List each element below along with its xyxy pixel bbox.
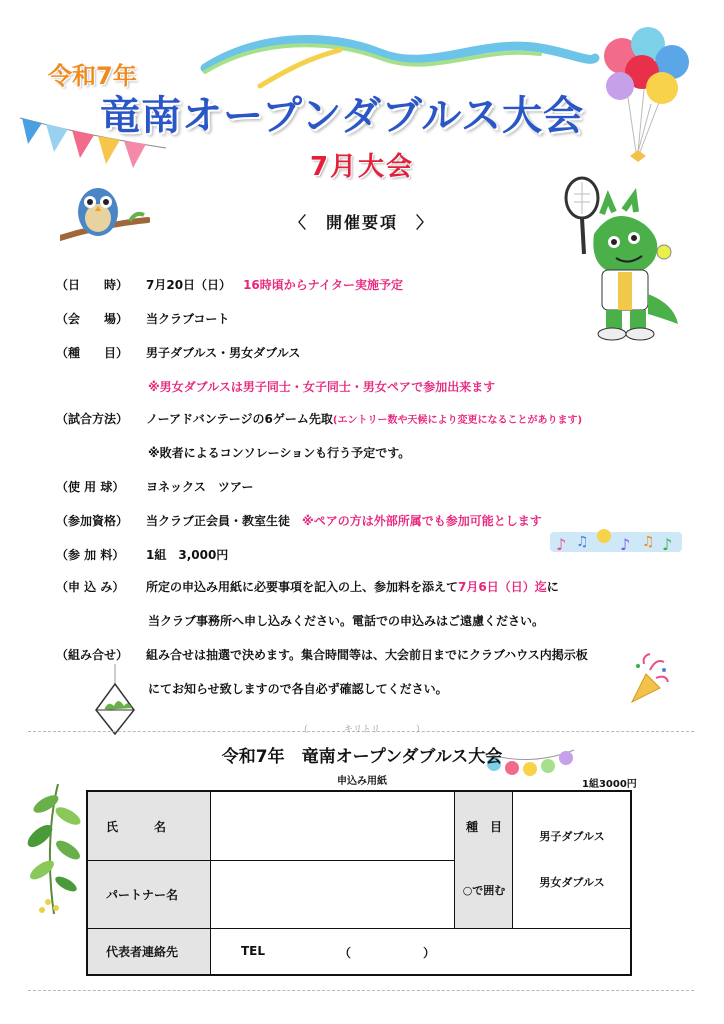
row-value: ヨネックス ツアー — [146, 480, 254, 494]
circle-instruction: ○で囲む — [462, 884, 506, 897]
row-event — [56, 344, 300, 361]
row-value-tail: に — [546, 580, 559, 594]
application-form — [86, 790, 632, 976]
partner-field[interactable] — [210, 860, 454, 928]
form-title: 令和7年 竜南オープンダブルス大会 — [221, 747, 503, 767]
era-label: 令和7年 — [48, 62, 137, 90]
row-label: （種 目） — [56, 346, 129, 360]
svg-text:♫: ♫ — [576, 534, 589, 550]
event-options — [512, 792, 630, 928]
section-heading: 〈 開催要項 〉 — [289, 213, 434, 232]
row-label: （試合方法） — [56, 412, 129, 426]
page-title: 竜南オープンダブルス大会 — [100, 93, 584, 139]
event-label: 種 目 — [465, 820, 502, 834]
row-value: 組み合せは抽選で決めます。集合時間等は、大会前日までにクラブハウス内掲示板 — [146, 648, 588, 662]
event-option-mixed-doubles[interactable]: 男女ダブルス — [539, 876, 605, 889]
svg-text:♪: ♪ — [620, 535, 631, 554]
row-event-note: ※男女ダブルスは男子同士・女子同士・男女ペアで参加出来ます — [148, 380, 496, 394]
row-value: 男子ダブルス・男女ダブルス — [146, 346, 301, 360]
row-venue — [56, 310, 229, 327]
page-subtitle: 7月大会 — [309, 152, 415, 182]
row-deadline: 7月6日（日）迄 — [458, 580, 547, 594]
event-label-cell — [454, 792, 512, 928]
row-ball — [56, 478, 254, 495]
row-eligibility — [56, 512, 542, 529]
row-note: (エントリー数や天候により変更になることがあります) — [332, 415, 583, 426]
event-option-men-doubles[interactable]: 男子ダブルス — [539, 830, 605, 843]
row-label: （参加資格） — [56, 514, 129, 528]
row-apply — [56, 578, 559, 595]
svg-text:♫: ♫ — [642, 534, 655, 550]
name-field[interactable] — [210, 792, 454, 860]
row-label: （申 込 み） — [56, 580, 125, 594]
row-value: 当クラブ正会員・教室生徒 — [146, 514, 291, 528]
row-value: 7月20日（日） — [146, 278, 232, 292]
row-format — [56, 410, 582, 427]
contact-field[interactable] — [210, 928, 630, 974]
row-apply-line2: 当クラブ事務所へ申し込みください。電話での申込みはご遠慮ください。 — [148, 614, 545, 628]
svg-text:♪: ♪ — [556, 535, 567, 554]
row-date — [56, 276, 403, 293]
bottom-cut-line — [28, 990, 694, 991]
tel-paren: （ ） — [339, 946, 436, 960]
svg-text:♪: ♪ — [662, 535, 673, 554]
partner-label: パートナー名 — [88, 860, 210, 928]
row-value: ノーアドバンテージの6ゲーム先取 — [146, 412, 333, 426]
row-pairing — [56, 646, 588, 663]
row-value: 当クラブコート — [146, 312, 230, 326]
cut-line-label: （ キリトリ ） — [298, 725, 425, 735]
row-value: 所定の申込み用紙に必要事項を記入の上、参加料を添えて — [146, 580, 459, 594]
music-notes-icon — [550, 522, 682, 558]
row-label: （組み合せ） — [56, 648, 129, 662]
form-price: 1組3000円 — [582, 779, 637, 790]
dragon-tennis-mascot-icon — [554, 174, 684, 346]
row-label: （参 加 料） — [56, 548, 125, 562]
tel-label: TEL — [241, 944, 266, 958]
row-note: 16時頃からナイター実施予定 — [243, 278, 403, 292]
row-note: ※ペアの方は外部所属でも参加可能とします — [302, 514, 542, 528]
row-label: （日 時） — [56, 278, 129, 292]
form-subtitle: 申込み用紙 — [337, 776, 387, 787]
row-label: （会 場） — [56, 312, 129, 326]
name-label: 氏 名 — [88, 792, 210, 860]
row-pairing-line2: にてお知らせ致しますので各自必ず確認してください。 — [148, 682, 448, 696]
row-fee — [56, 546, 228, 563]
row-value: 1組 3,000円 — [146, 548, 229, 562]
row-format-note: ※敗者によるコンソレーションも行う予定です。 — [148, 446, 411, 460]
confetti-popper-icon — [624, 652, 674, 708]
row-label: （使 用 球） — [56, 480, 125, 494]
leaves-icon — [18, 784, 84, 918]
contact-label: 代表者連絡先 — [88, 928, 210, 974]
